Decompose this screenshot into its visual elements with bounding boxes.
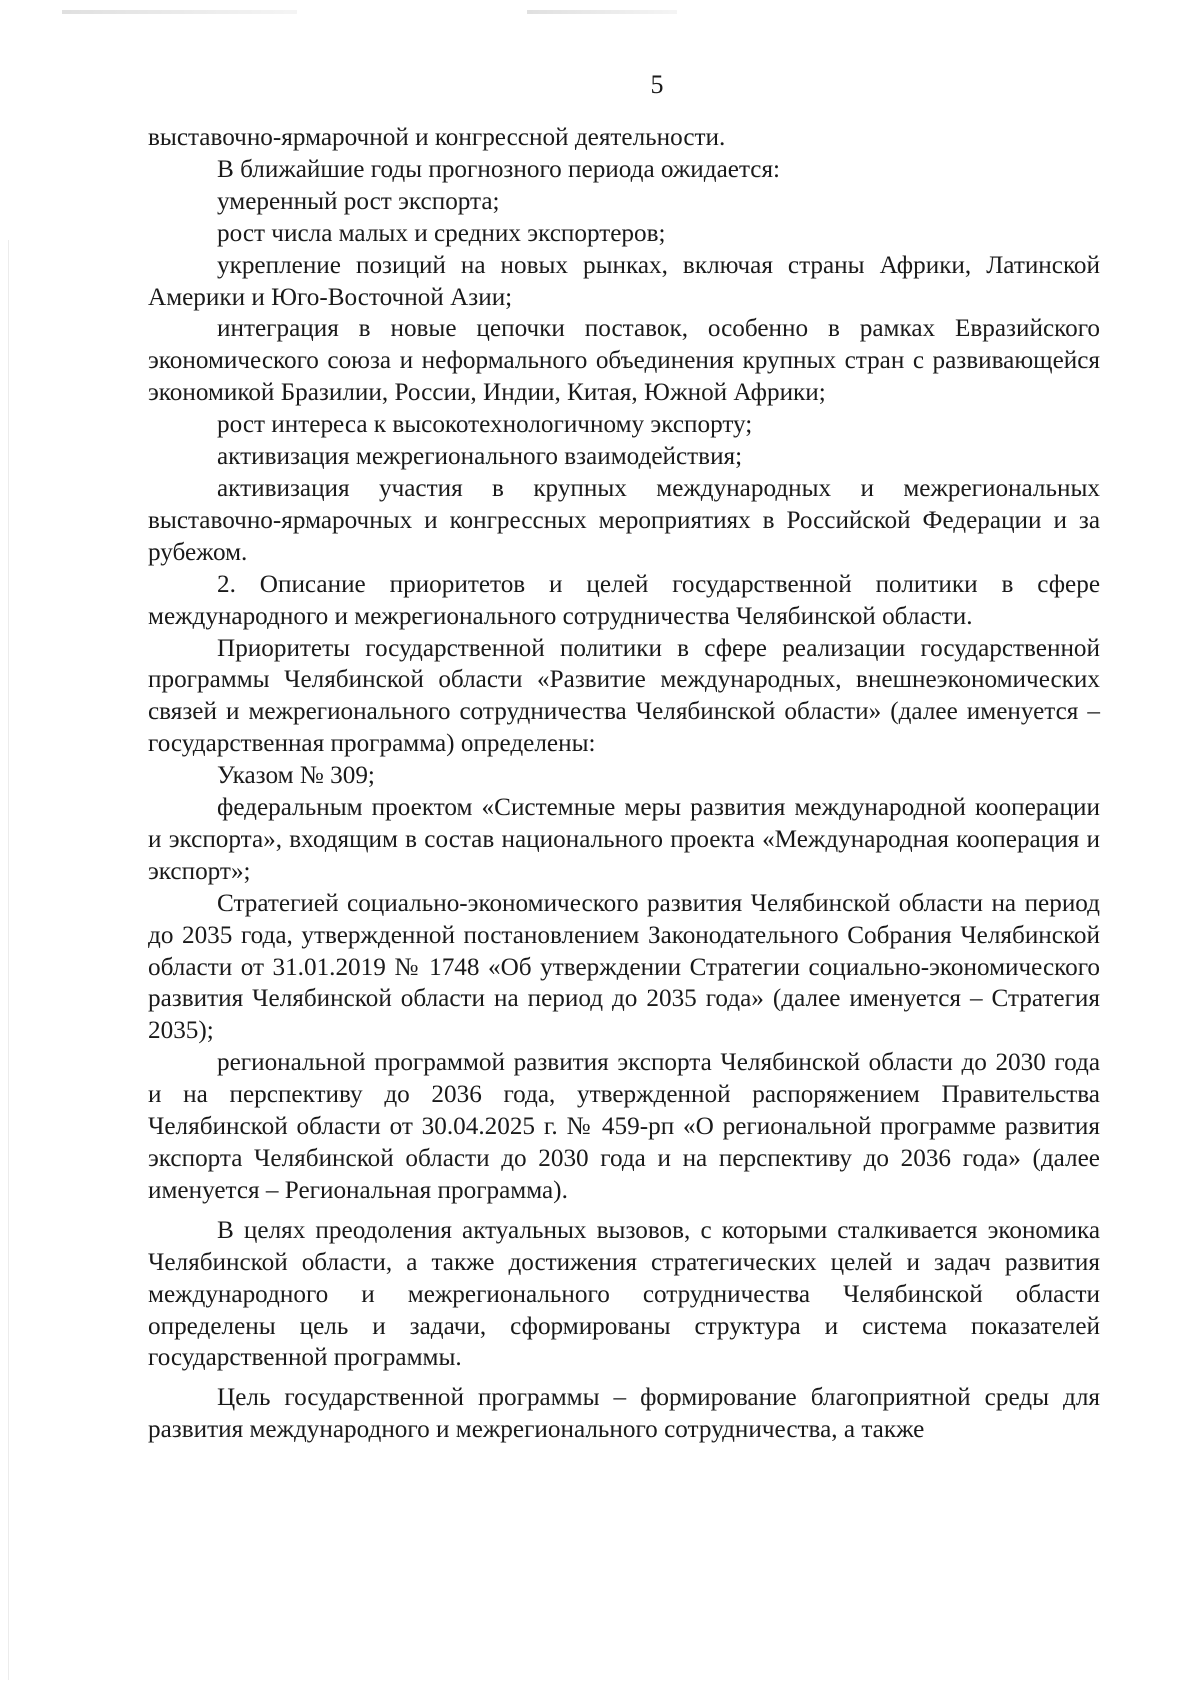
paragraph: выставочно-ярмарочной и конгрессной деятельности. (148, 124, 726, 151)
scan-edge (8, 240, 9, 1680)
list-item: интеграция в новые цепочки поставок, особенно в рамках Евразийского экономического союза и неформального объединения крупных стран с развивающейся экономикой Бразилии, России, Индии, Китая, Южной Африки; (148, 315, 1100, 407)
page-number: 5 (650, 70, 664, 99)
list-item: рост интереса к высокотехнологичному экспорту; (217, 411, 753, 439)
section-heading: 2. Описание приоритетов и целей государственной политики в сфере международного и межрегионального сотрудничества Челябинской области. (148, 570, 1100, 630)
body-text (148, 122, 1100, 1446)
list-item: Стратегией социально-экономического развития Челябинской области на период до 2035 года, утвержденной постановлением Законодательного Собрания Челябинской области от 31.01.2019 № 1748 «Об утверждении Стратегии социально-экономического развития Челябинской области на период до 2035 года» (далее именуется – Стратегия 2035); (148, 889, 1100, 1045)
list-item: активизация межрегионального взаимодействия; (217, 443, 743, 471)
list-item: федеральным проектом «Системные меры развития международной кооперации и экспорта», входящим в состав национального проекта «Международная кооперация и экспорт»; (148, 794, 1100, 885)
paragraph: Цель государственной программы – формирование благоприятной среды для развития международного и межрегионального сотрудничества, а также (148, 1384, 1100, 1444)
list-item: Указом № 309; (217, 762, 375, 790)
list-item: умеренный рост экспорта; (217, 187, 500, 215)
list-item: укрепление позиций на новых рынках, включая страны Африки, Латинской Америки и Юго-Восточной Азии; (148, 251, 1100, 311)
paragraph: В целях преодоления актуальных вызовов, с которыми сталкивается экономика Челябинской области, а также достижения стратегических целей и задач развития международного и межрегионального сотрудничества Челябинской области определены цель и задачи, сформированы структура и система показателей государственной программы. (148, 1216, 1100, 1372)
paragraph: В ближайшие годы прогнозного периода ожидается: (217, 155, 781, 183)
scan-artifact (527, 10, 677, 14)
list-item: активизация участия в крупных международных и межрегиональных выставочно-ярмарочных и конгрессных мероприятиях в Российской Федерации и за рубежом. (148, 474, 1100, 566)
list-item: рост числа малых и средних экспортеров; (217, 219, 666, 247)
paragraph: Приоритеты государственной политики в сфере реализации государственной программы Челябинской области «Развитие международных, внешнеэкономических связей и межрегионального сотрудничества Челябинской области» (далее именуется – государственная программа) определены: (148, 634, 1100, 758)
list-item: региональной программой развития экспорта Челябинской области до 2030 года и на перспективу до 2036 года, утвержденной распоряжением Правительства Челябинской области от 30.04.2025 г. № 459-рп «О региональной программе развития экспорта Челябинской области до 2030 года и на перспективу до 2036 года» (далее именуется – Региональная программа). (148, 1049, 1100, 1204)
scan-artifact (62, 10, 297, 14)
